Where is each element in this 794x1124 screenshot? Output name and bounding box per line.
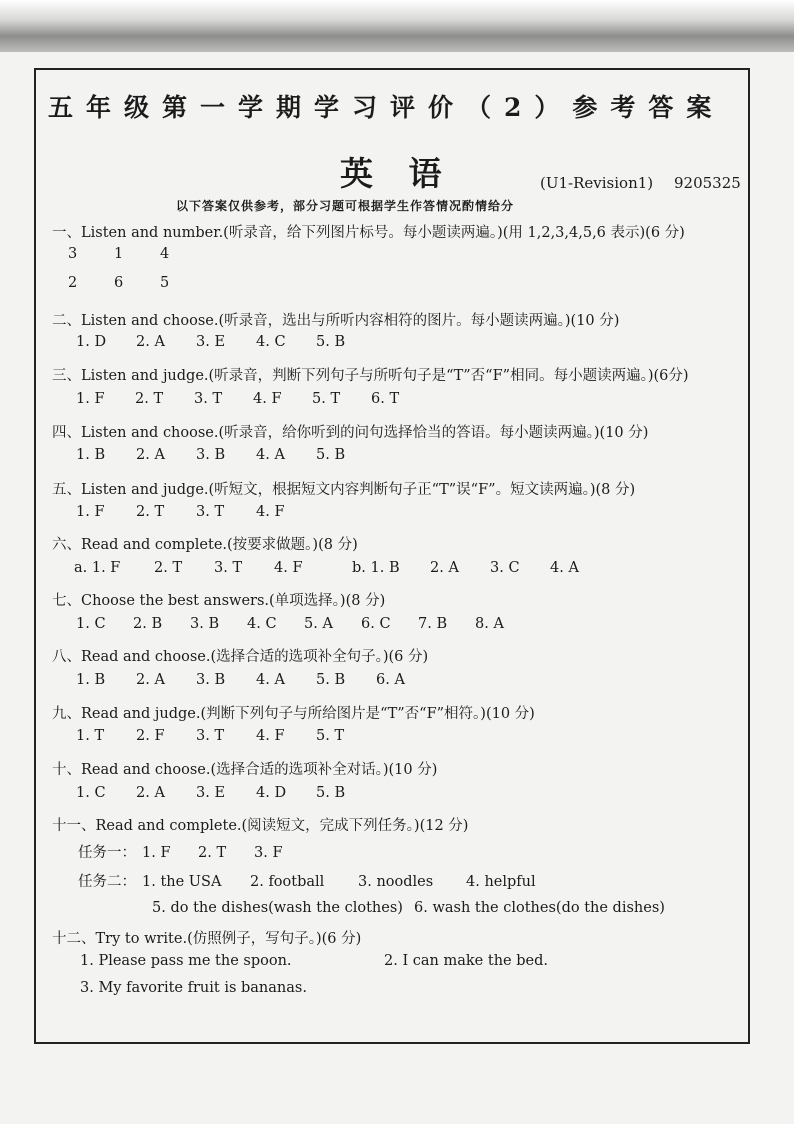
answer: 4. C (256, 334, 286, 350)
answer: 2. F (136, 728, 165, 744)
section-1-answers-row-1 (68, 246, 169, 262)
answer: 5. B (316, 334, 346, 350)
answer: 2. T (198, 845, 227, 861)
answer: 8. A (475, 616, 504, 632)
answer: 1. B (76, 672, 106, 688)
section-1-title: 一、Listen and number.(听录音，给下列图片标号。每小题读两遍。)(用 1,2,3,4,5,6 表示)(6 分) (52, 225, 685, 241)
section-5-answers (76, 504, 285, 520)
answer: 4. A (256, 672, 285, 688)
answer: 3. T (194, 391, 223, 407)
answer: 2. T (136, 504, 165, 520)
answer: 5. do the dishes(wash the clothes) (152, 900, 403, 916)
answer: 1 (114, 246, 124, 262)
task-label: 任务二： (78, 874, 136, 890)
answer: 5 (160, 275, 170, 291)
section-12-title: 十二、Try to write.(仿照例子，写句子。)(6 分) (52, 931, 362, 947)
section-8-answers (76, 672, 405, 688)
answer: 5. B (316, 672, 346, 688)
answer: 3 (68, 246, 78, 262)
answer: 3. F (254, 845, 283, 861)
section-11-task-2 (78, 870, 536, 891)
section-9-title: 九、Read and judge.(判断下列句子与所给图片是“T”否“F”相符。)(10 分) (52, 706, 535, 722)
section-11-title: 十一、Read and complete.(阅读短文，完成下列任务。)(12 分) (52, 818, 469, 834)
section-6-title: 六、Read and complete.(按要求做题。)(8 分) (52, 537, 358, 553)
section-4-title: 四、Listen and choose.(听录音，给你听到的问句选择恰当的答语。每小题读两遍。)(10 分) (52, 425, 649, 441)
answer: 2. T (135, 391, 164, 407)
answer: 3. noodles (358, 874, 434, 890)
answer: 4. A (256, 447, 285, 463)
answer: 4. helpful (466, 874, 536, 890)
section-10-answers (76, 785, 345, 801)
answer: 3. My favorite fruit is bananas. (80, 980, 307, 996)
section-4-answers (76, 447, 345, 463)
section-3-answers (76, 391, 399, 407)
answer: 1. B (76, 447, 106, 463)
answer: 1. the USA (142, 874, 222, 890)
answer: 5. B (316, 785, 346, 801)
subject-title: 英 语 (340, 154, 454, 193)
answer: 4. F (253, 391, 282, 407)
section-5-title: 五、Listen and judge.(听短文，根据短文内容判断句子正“T”误“F”。短文读两遍。)(8 分) (52, 482, 636, 498)
section-11-task-1 (78, 841, 283, 862)
answer: 6. C (361, 616, 391, 632)
answer: 4. F (274, 560, 303, 576)
answer: 5. T (312, 391, 341, 407)
page-border (34, 68, 750, 1044)
answer: 3. T (196, 728, 225, 744)
answer: 2. A (430, 560, 459, 576)
answer: 2. A (136, 785, 165, 801)
answer: 6 (114, 275, 124, 291)
answer: 2. T (154, 560, 183, 576)
answer: 2. A (136, 447, 165, 463)
document-code: 9205325 (674, 174, 741, 192)
answer: 7. B (418, 616, 448, 632)
answer: 3. C (490, 560, 520, 576)
section-12-answers-row-2 (80, 980, 307, 996)
section-11-task-2-continued (152, 900, 665, 916)
task-label: 任务一： (78, 845, 136, 861)
answer: 3. E (196, 785, 226, 801)
section-12-answers-row-1 (80, 953, 548, 969)
revision-label: (U1-Revision1) (540, 174, 654, 192)
answer: 1. T (76, 728, 105, 744)
answer: 5. A (304, 616, 333, 632)
answer: 4. D (256, 785, 287, 801)
section-7-answers (76, 616, 504, 632)
answer: 2 (68, 275, 78, 291)
answer: 2. I can make the bed. (384, 953, 548, 969)
answer: 4. A (550, 560, 579, 576)
answer: 4. C (247, 616, 277, 632)
answer: 1. C (76, 785, 106, 801)
section-2-title: 二、Listen and choose.(听录音，选出与所听内容相符的图片。每小题读两遍。)(10 分) (52, 313, 620, 329)
grading-note: 以下答案仅供参考，部分习题可根据学生作答情况酌情给分 (176, 199, 515, 213)
section-9-answers (76, 728, 344, 744)
answer: 3. B (190, 616, 220, 632)
answer: a. 1. F (74, 560, 121, 576)
answer: 6. wash the clothes(do the dishes) (414, 900, 665, 916)
section-6-answers (74, 560, 579, 576)
section-2-answers (76, 334, 345, 350)
answer: 4. F (256, 504, 285, 520)
answer: 1. Please pass me the spoon. (80, 953, 292, 969)
top-shadow (0, 0, 794, 58)
answer: 1. F (76, 391, 105, 407)
answer: 1. F (76, 504, 105, 520)
answer: 3. B (196, 672, 226, 688)
page-title: 五年级第一学期学习评价（2）参考答案 (48, 93, 725, 122)
answer: 6. A (376, 672, 405, 688)
answer: 2. B (133, 616, 163, 632)
section-8-title: 八、Read and choose.(选择合适的选项补全句子。)(6 分) (52, 649, 429, 665)
section-3-title: 三、Listen and judge.(听录音，判断下列句子与所听句子是“T”否“F”相同。每小题读两遍。)(6分) (52, 368, 689, 384)
answer: 3. T (214, 560, 243, 576)
answer: 5. B (316, 447, 346, 463)
answer: 2. A (136, 672, 165, 688)
section-1-answers-row-2 (68, 275, 169, 291)
answer: 1. C (76, 616, 106, 632)
answer: 3. T (196, 504, 225, 520)
answer: 3. E (196, 334, 226, 350)
answer: 6. T (371, 391, 400, 407)
answer: 3. B (196, 447, 226, 463)
answer: 2. football (250, 874, 325, 890)
answer: 1. D (76, 334, 107, 350)
section-7-title: 七、Choose the best answers.(单项选择。)(8 分) (52, 593, 386, 609)
answer: b. 1. B (352, 560, 400, 576)
answer: 1. F (142, 845, 171, 861)
answer: 4 (160, 246, 170, 262)
answer: 4. F (256, 728, 285, 744)
answer: 5. T (316, 728, 345, 744)
section-10-title: 十、Read and choose.(选择合适的选项补全对话。)(10 分) (52, 762, 438, 778)
answer: 2. A (136, 334, 165, 350)
